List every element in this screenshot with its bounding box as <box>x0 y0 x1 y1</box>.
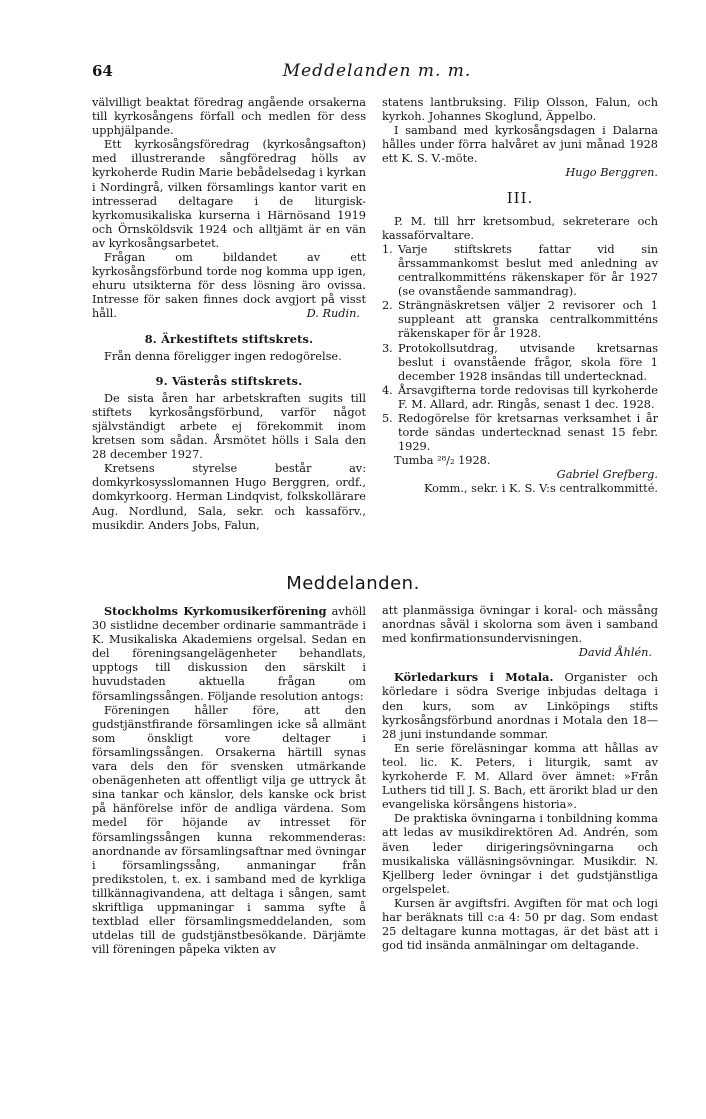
signature: Gabriel Grefberg. <box>556 468 658 482</box>
spacer <box>382 660 658 670</box>
list-item: 3. Protokollsutdrag, utvisande kretsarnas beslut i ovanstående frågor, skola före 1 december 1928 insändas till undertecknad. <box>382 341 658 383</box>
top-left-column <box>92 96 366 533</box>
list-item: 4. Årsavgifterna torde redovisas till kyrkoherde F. M. Allard, adr. Ringås, senast 1 dec. 1928. <box>382 383 658 411</box>
bottom-right-column <box>382 604 658 953</box>
paragraph <box>382 604 658 660</box>
paragraph: Kursen är avgiftsfri. Avgiften för mat och logi har beräknats till c:a 4: 50 pr dag. Som endast 25 deltagare kunna mottagas, är det bäst att i god tid insända anmälningar om deltagande. <box>382 896 658 953</box>
paragraph: Från denna föreligger ingen redogörelse. <box>104 349 342 363</box>
paragraph: De sista åren har arbetskraften sugits till stiftets kyrkosångsförbund, varför något självständigt arbete ej förekommit inom kretsen som sådan. Årsmötet hölls i Sala den 28 december 1927. <box>92 391 366 462</box>
paragraph: välvilligt beaktat föredrag angående orsakerna till kyrkosångens förfall och medlen för dess upphjälpande. <box>92 96 366 138</box>
lead-title: Körledarkurs i Motala. <box>394 670 554 685</box>
page-number: 64 <box>92 62 113 80</box>
section-heading-8: 8. Ärkestiftets stiftskrets. <box>144 331 314 346</box>
paragraph: I samband med kyrkosångsdagen i Dalarna hålles under förra halvåret av juni månad 1928 ett K. S. V.-möte. <box>382 124 658 166</box>
paragraph-text: Frågan om bildandet av ett kyrkosångsförbund torde nog komma upp igen, ehuru utsikterna för dess lösning äro ovissa. Intresse för saken finnes dock avgjort på visst håll. <box>92 251 366 321</box>
signer-role: Komm., sekr. i K. S. V:s centralkommitté. <box>424 482 658 496</box>
numbered-list <box>382 243 658 454</box>
signature: Hugo Berggren. <box>565 166 658 180</box>
paragraph-text: avhöll 30 sistlidne december ordinarie sammanträde i K. Musikaliska Akademiens orgelsal. Sedan en del föreningsangelägenheter behandlats, upptogs till diskussion den särskilt i huvudstaden aktuella frågan om församlingssången. Följande resolution antogs: <box>92 605 367 703</box>
running-title: Meddelanden m. m. <box>282 61 472 81</box>
signature: David Åhlén. <box>578 646 652 660</box>
paragraph: Föreningen håller före, att den gudstjänstfirande församlingen icke så allmänt som önskligt vore deltager i församlingssången. Orsakerna härtill synas vara dels den för svensken utmärkande obenägenheten att offentligt vilja ge uttryck åt sina tankar och känslor, dels kanske ock brist på hänförelse inför de andliga värdena. Som medel för höjande av intresset för församlingssången kunna rekommenderas: anordnande av församlingsaftnar med övningar i församlingssång, anmaningar från predikstolen, t. ex. i samband med de kyrkliga tillkännagivandena, att deltaga i sången, samt skriftliga uppmaningar i samma syfte å textblad eller församlingsmeddelanden, som utdelas till de gudstjänstbesökande. Därjämte vill föreningen påpeka vikten av <box>92 703 366 957</box>
paragraph <box>382 670 658 741</box>
paragraph: P. M. till hrr kretsombud, sekreterare och kassaförvaltare. <box>382 214 658 242</box>
paragraph: statens lantbruksing. Filip Olsson, Falun, och kyrkoh. Johannes Skoglund, Äppelbo. <box>382 96 658 124</box>
place-date: Tumba ²⁸/₂ 1928. <box>394 454 491 468</box>
paragraph-text: Organister och körledare i södra Sverige inbjudas deltaga i den kurs, som av Linköpings stifts kyrkosångsförbund anordnas i Motala den 18—28 juni instundande sommar. <box>382 671 658 741</box>
paragraph-text: att planmässiga övningar i koral- och mässång anordnas såväl i skolorna som även i samband med konfirmationsundervisningen. <box>382 604 658 646</box>
running-head <box>92 62 662 84</box>
paragraph <box>92 604 366 704</box>
list-item: 5. Redogörelse för kretsarnas verksamhet i år torde sändas undertecknad senast 15 febr. 1929. <box>382 411 658 454</box>
list-item: 2. Strängnäskretsen väljer 2 revisorer och 1 suppleant att granska centralkommitténs räkenskaper för år 1928. <box>382 299 658 341</box>
roman-heading: III. <box>506 188 534 207</box>
list-item: 1. Varje stiftskrets fattar vid sin årssammankomst beslut med anledning av centralkommitténs räkenskaper för år 1927 (se ovanstående sammandrag). <box>382 242 658 299</box>
lead-title: Stockholms Kyrkomusikerförening <box>104 604 327 618</box>
paragraph: Ett kyrkosångsföredrag (kyrkosångsafton) med illustrerande sångföredrag hölls av kyrkoherde Rudin Marie bebådelsedag i kyrkan i Nordingrå, vilken församlings kantor varit en intresserad deltagare i de liturgisk-kyrkomusikaliska kurserna i Härnösand 1919 och Örnsköldsvik 1924 och alltjämt är en vän av kyrkosångsarbetet. <box>92 138 366 250</box>
section-title: Meddelanden. <box>286 573 420 594</box>
paragraph <box>92 251 366 321</box>
paragraph: En serie föreläsningar komma att hållas av teol. lic. K. Peters, i liturgik, samt av kyrkoherde F. M. Allard över ämnet: »Från Luthers tid till J. S. Bach, ett ärorikt blad ur den evangeliska körsångens historia». <box>382 741 658 812</box>
bottom-left-column <box>92 604 366 957</box>
paragraph: Kretsens styrelse består av: domkyrkosysslomannen Hugo Berggren, ordf., domkyrkoorg. Herman Lindqvist, folkskollärare Aug. Nordlund, Sala, sekr. och kassaförv., musikdir. Anders Jobs, Falun, <box>92 462 366 532</box>
signature: D. Rudin. <box>306 307 360 321</box>
paragraph: De praktiska övningarna i tonbildning komma att ledas av musikdirektören Ad. Andrén, som även leder dirigeringsövningarna och musikaliska välläsningsövningar. Musikdir. N. Kjellberg leder övningar i det gudstjänstliga orgelspelet. <box>382 812 658 896</box>
top-right-column <box>382 96 658 497</box>
section-heading-9: 9. Västerås stiftskrets. <box>155 373 303 388</box>
